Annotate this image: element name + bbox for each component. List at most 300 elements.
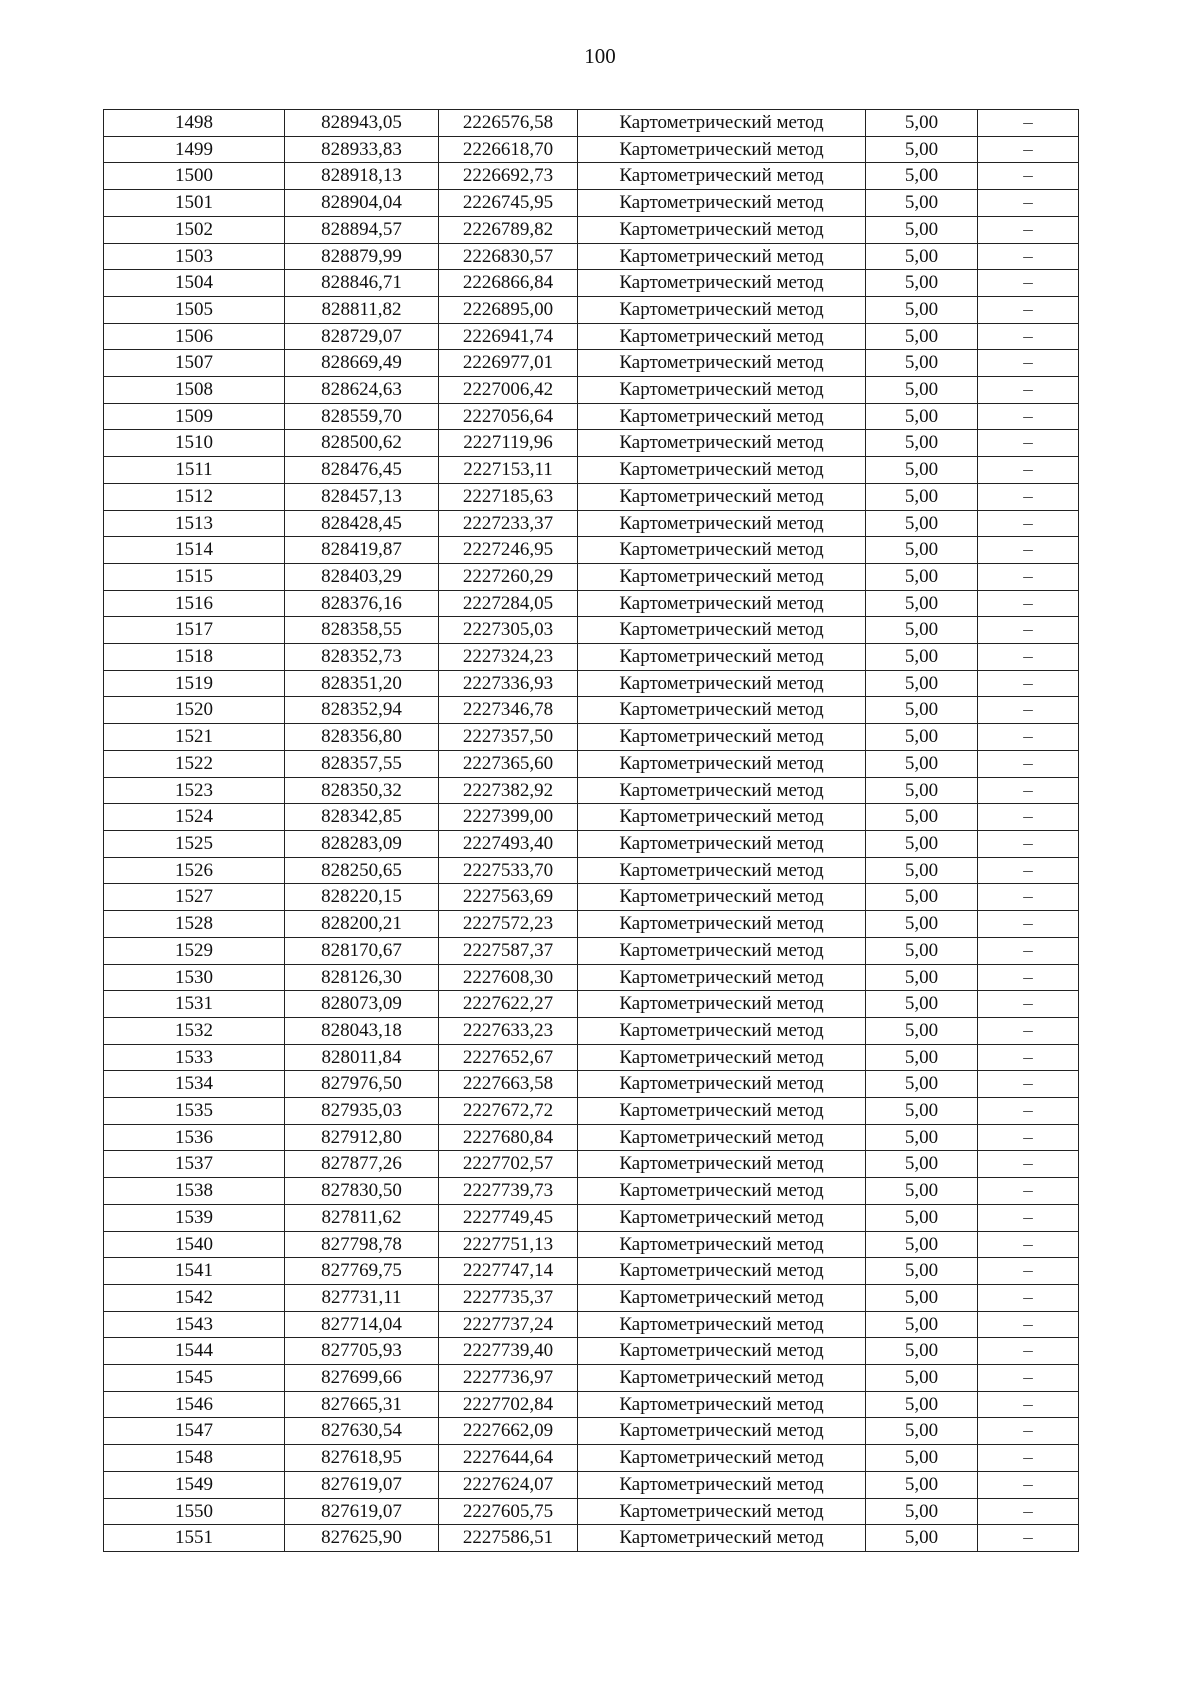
x-coordinate-cell: 828943,05	[285, 110, 439, 137]
table-row	[104, 911, 1079, 938]
x-coordinate-cell: 828428,45	[285, 510, 439, 537]
x-coordinate-cell: 828879,99	[285, 243, 439, 270]
method-cell: Картометрический метод	[578, 830, 866, 857]
point-number-cell: 1523	[104, 777, 285, 804]
y-coordinate-cell: 2227749,45	[439, 1204, 578, 1231]
accuracy-cell: 5,00	[866, 937, 978, 964]
note-cell: –	[978, 911, 1079, 938]
note-cell: –	[978, 270, 1079, 297]
coordinates-table	[103, 109, 1079, 1552]
y-coordinate-cell: 2227382,92	[439, 777, 578, 804]
accuracy-cell: 5,00	[866, 1338, 978, 1365]
note-cell: –	[978, 483, 1079, 510]
table-row	[104, 1525, 1079, 1552]
point-number-cell: 1533	[104, 1044, 285, 1071]
method-cell: Картометрический метод	[578, 270, 866, 297]
table-row	[104, 964, 1079, 991]
table-row	[104, 563, 1079, 590]
note-cell: –	[978, 1071, 1079, 1098]
y-coordinate-cell: 2227737,24	[439, 1311, 578, 1338]
note-cell: –	[978, 750, 1079, 777]
note-cell: –	[978, 1471, 1079, 1498]
y-coordinate-cell: 2227006,42	[439, 377, 578, 404]
note-cell: –	[978, 804, 1079, 831]
x-coordinate-cell: 827769,75	[285, 1258, 439, 1285]
accuracy-cell: 5,00	[866, 1098, 978, 1125]
point-number-cell: 1506	[104, 323, 285, 350]
x-coordinate-cell: 828357,55	[285, 750, 439, 777]
point-number-cell: 1548	[104, 1445, 285, 1472]
accuracy-cell: 5,00	[866, 323, 978, 350]
method-cell: Картометрический метод	[578, 1098, 866, 1125]
table-row	[104, 216, 1079, 243]
y-coordinate-cell: 2227644,64	[439, 1445, 578, 1472]
note-cell: –	[978, 457, 1079, 484]
note-cell: –	[978, 243, 1079, 270]
table-row	[104, 937, 1079, 964]
table-row	[104, 857, 1079, 884]
x-coordinate-cell: 827798,78	[285, 1231, 439, 1258]
y-coordinate-cell: 2227233,37	[439, 510, 578, 537]
note-cell: –	[978, 644, 1079, 671]
x-coordinate-cell: 827619,07	[285, 1498, 439, 1525]
accuracy-cell: 5,00	[866, 830, 978, 857]
point-number-cell: 1517	[104, 617, 285, 644]
point-number-cell: 1513	[104, 510, 285, 537]
point-number-cell: 1510	[104, 430, 285, 457]
x-coordinate-cell: 827935,03	[285, 1098, 439, 1125]
accuracy-cell: 5,00	[866, 377, 978, 404]
note-cell: –	[978, 403, 1079, 430]
accuracy-cell: 5,00	[866, 483, 978, 510]
method-cell: Картометрический метод	[578, 644, 866, 671]
x-coordinate-cell: 828350,32	[285, 777, 439, 804]
note-cell: –	[978, 1338, 1079, 1365]
y-coordinate-cell: 2227633,23	[439, 1017, 578, 1044]
y-coordinate-cell: 2227493,40	[439, 830, 578, 857]
method-cell: Картометрический метод	[578, 590, 866, 617]
point-number-cell: 1540	[104, 1231, 285, 1258]
method-cell: Картометрический метод	[578, 110, 866, 137]
table-row	[104, 110, 1079, 137]
point-number-cell: 1534	[104, 1071, 285, 1098]
point-number-cell: 1516	[104, 590, 285, 617]
x-coordinate-cell: 828126,30	[285, 964, 439, 991]
x-coordinate-cell: 828559,70	[285, 403, 439, 430]
accuracy-cell: 5,00	[866, 1178, 978, 1205]
method-cell: Картометрический метод	[578, 1151, 866, 1178]
table-row	[104, 697, 1079, 724]
x-coordinate-cell: 828351,20	[285, 670, 439, 697]
y-coordinate-cell: 2227346,78	[439, 697, 578, 724]
table-row	[104, 1258, 1079, 1285]
x-coordinate-cell: 828476,45	[285, 457, 439, 484]
method-cell: Картометрический метод	[578, 537, 866, 564]
point-number-cell: 1522	[104, 750, 285, 777]
accuracy-cell: 5,00	[866, 510, 978, 537]
point-number-cell: 1508	[104, 377, 285, 404]
point-number-cell: 1518	[104, 644, 285, 671]
note-cell: –	[978, 884, 1079, 911]
y-coordinate-cell: 2227365,60	[439, 750, 578, 777]
point-number-cell: 1498	[104, 110, 285, 137]
point-number-cell: 1543	[104, 1311, 285, 1338]
note-cell: –	[978, 991, 1079, 1018]
x-coordinate-cell: 827912,80	[285, 1124, 439, 1151]
accuracy-cell: 5,00	[866, 216, 978, 243]
point-number-cell: 1539	[104, 1204, 285, 1231]
method-cell: Картометрический метод	[578, 617, 866, 644]
note-cell: –	[978, 670, 1079, 697]
x-coordinate-cell: 827731,11	[285, 1284, 439, 1311]
x-coordinate-cell: 827714,04	[285, 1311, 439, 1338]
accuracy-cell: 5,00	[866, 991, 978, 1018]
method-cell: Картометрический метод	[578, 430, 866, 457]
y-coordinate-cell: 2227563,69	[439, 884, 578, 911]
method-cell: Картометрический метод	[578, 323, 866, 350]
accuracy-cell: 5,00	[866, 1391, 978, 1418]
accuracy-cell: 5,00	[866, 964, 978, 991]
note-cell: –	[978, 1311, 1079, 1338]
point-number-cell: 1532	[104, 1017, 285, 1044]
x-coordinate-cell: 827976,50	[285, 1071, 439, 1098]
table-row	[104, 430, 1079, 457]
point-number-cell: 1541	[104, 1258, 285, 1285]
accuracy-cell: 5,00	[866, 911, 978, 938]
y-coordinate-cell: 2227751,13	[439, 1231, 578, 1258]
method-cell: Картометрический метод	[578, 216, 866, 243]
note-cell: –	[978, 1124, 1079, 1151]
method-cell: Картометрический метод	[578, 697, 866, 724]
accuracy-cell: 5,00	[866, 1017, 978, 1044]
accuracy-cell: 5,00	[866, 804, 978, 831]
method-cell: Картометрический метод	[578, 724, 866, 751]
table-row	[104, 1471, 1079, 1498]
method-cell: Картометрический метод	[578, 1338, 866, 1365]
point-number-cell: 1527	[104, 884, 285, 911]
x-coordinate-cell: 828729,07	[285, 323, 439, 350]
method-cell: Картометрический метод	[578, 1071, 866, 1098]
note-cell: –	[978, 537, 1079, 564]
x-coordinate-cell: 827811,62	[285, 1204, 439, 1231]
note-cell: –	[978, 136, 1079, 163]
method-cell: Картометрический метод	[578, 937, 866, 964]
x-coordinate-cell: 828457,13	[285, 483, 439, 510]
point-number-cell: 1515	[104, 563, 285, 590]
x-coordinate-cell: 828624,63	[285, 377, 439, 404]
point-number-cell: 1519	[104, 670, 285, 697]
method-cell: Картометрический метод	[578, 1471, 866, 1498]
point-number-cell: 1549	[104, 1471, 285, 1498]
y-coordinate-cell: 2227608,30	[439, 964, 578, 991]
point-number-cell: 1542	[104, 1284, 285, 1311]
accuracy-cell: 5,00	[866, 590, 978, 617]
table-row	[104, 1231, 1079, 1258]
y-coordinate-cell: 2226866,84	[439, 270, 578, 297]
note-cell: –	[978, 190, 1079, 217]
accuracy-cell: 5,00	[866, 857, 978, 884]
x-coordinate-cell: 828073,09	[285, 991, 439, 1018]
table-row	[104, 510, 1079, 537]
y-coordinate-cell: 2227260,29	[439, 563, 578, 590]
accuracy-cell: 5,00	[866, 1231, 978, 1258]
table-row	[104, 1204, 1079, 1231]
method-cell: Картометрический метод	[578, 911, 866, 938]
table-row	[104, 804, 1079, 831]
note-cell: –	[978, 1151, 1079, 1178]
accuracy-cell: 5,00	[866, 670, 978, 697]
method-cell: Картометрический метод	[578, 1231, 866, 1258]
y-coordinate-cell: 2227185,63	[439, 483, 578, 510]
note-cell: –	[978, 1284, 1079, 1311]
x-coordinate-cell: 828669,49	[285, 350, 439, 377]
method-cell: Картометрический метод	[578, 1418, 866, 1445]
note-cell: –	[978, 1231, 1079, 1258]
y-coordinate-cell: 2227624,07	[439, 1471, 578, 1498]
table-row	[104, 991, 1079, 1018]
x-coordinate-cell: 827618,95	[285, 1445, 439, 1472]
table-row	[104, 1098, 1079, 1125]
table-row	[104, 377, 1079, 404]
point-number-cell: 1511	[104, 457, 285, 484]
method-cell: Картометрический метод	[578, 804, 866, 831]
note-cell: –	[978, 964, 1079, 991]
accuracy-cell: 5,00	[866, 1418, 978, 1445]
y-coordinate-cell: 2226895,00	[439, 296, 578, 323]
point-number-cell: 1528	[104, 911, 285, 938]
accuracy-cell: 5,00	[866, 163, 978, 190]
method-cell: Картометрический метод	[578, 1498, 866, 1525]
y-coordinate-cell: 2227357,50	[439, 724, 578, 751]
y-coordinate-cell: 2227336,93	[439, 670, 578, 697]
y-coordinate-cell: 2227399,00	[439, 804, 578, 831]
y-coordinate-cell: 2226789,82	[439, 216, 578, 243]
x-coordinate-cell: 828220,15	[285, 884, 439, 911]
method-cell: Картометрический метод	[578, 1525, 866, 1552]
method-cell: Картометрический метод	[578, 296, 866, 323]
y-coordinate-cell: 2226941,74	[439, 323, 578, 350]
y-coordinate-cell: 2226692,73	[439, 163, 578, 190]
x-coordinate-cell: 828358,55	[285, 617, 439, 644]
method-cell: Картометрический метод	[578, 857, 866, 884]
x-coordinate-cell: 828933,83	[285, 136, 439, 163]
x-coordinate-cell: 827877,26	[285, 1151, 439, 1178]
point-number-cell: 1525	[104, 830, 285, 857]
method-cell: Картометрический метод	[578, 403, 866, 430]
table-row	[104, 350, 1079, 377]
accuracy-cell: 5,00	[866, 243, 978, 270]
method-cell: Картометрический метод	[578, 884, 866, 911]
x-coordinate-cell: 828352,94	[285, 697, 439, 724]
note-cell: –	[978, 216, 1079, 243]
x-coordinate-cell: 828403,29	[285, 563, 439, 590]
x-coordinate-cell: 828419,87	[285, 537, 439, 564]
accuracy-cell: 5,00	[866, 136, 978, 163]
accuracy-cell: 5,00	[866, 1365, 978, 1392]
y-coordinate-cell: 2227324,23	[439, 644, 578, 671]
accuracy-cell: 5,00	[866, 617, 978, 644]
note-cell: –	[978, 617, 1079, 644]
table-row	[104, 1044, 1079, 1071]
x-coordinate-cell: 828904,04	[285, 190, 439, 217]
table-row	[104, 163, 1079, 190]
table-row	[104, 1338, 1079, 1365]
note-cell: –	[978, 377, 1079, 404]
table-row	[104, 644, 1079, 671]
y-coordinate-cell: 2227533,70	[439, 857, 578, 884]
method-cell: Картометрический метод	[578, 350, 866, 377]
point-number-cell: 1537	[104, 1151, 285, 1178]
point-number-cell: 1551	[104, 1525, 285, 1552]
accuracy-cell: 5,00	[866, 1071, 978, 1098]
method-cell: Картометрический метод	[578, 1044, 866, 1071]
note-cell: –	[978, 1365, 1079, 1392]
point-number-cell: 1512	[104, 483, 285, 510]
point-number-cell: 1505	[104, 296, 285, 323]
accuracy-cell: 5,00	[866, 1151, 978, 1178]
y-coordinate-cell: 2227586,51	[439, 1525, 578, 1552]
note-cell: –	[978, 296, 1079, 323]
table-row	[104, 296, 1079, 323]
accuracy-cell: 5,00	[866, 1284, 978, 1311]
table-row	[104, 777, 1079, 804]
note-cell: –	[978, 1044, 1079, 1071]
method-cell: Картометрический метод	[578, 510, 866, 537]
y-coordinate-cell: 2227056,64	[439, 403, 578, 430]
y-coordinate-cell: 2227702,57	[439, 1151, 578, 1178]
point-number-cell: 1538	[104, 1178, 285, 1205]
y-coordinate-cell: 2227739,73	[439, 1178, 578, 1205]
table-row	[104, 724, 1079, 751]
point-number-cell: 1550	[104, 1498, 285, 1525]
table-row	[104, 617, 1079, 644]
note-cell: –	[978, 563, 1079, 590]
note-cell: –	[978, 1391, 1079, 1418]
accuracy-cell: 5,00	[866, 190, 978, 217]
point-number-cell: 1504	[104, 270, 285, 297]
accuracy-cell: 5,00	[866, 1124, 978, 1151]
method-cell: Картометрический метод	[578, 1124, 866, 1151]
method-cell: Картометрический метод	[578, 991, 866, 1018]
accuracy-cell: 5,00	[866, 457, 978, 484]
x-coordinate-cell: 827625,90	[285, 1525, 439, 1552]
table-row	[104, 1284, 1079, 1311]
accuracy-cell: 5,00	[866, 1471, 978, 1498]
table-row	[104, 243, 1079, 270]
y-coordinate-cell: 2226745,95	[439, 190, 578, 217]
method-cell: Картометрический метод	[578, 1391, 866, 1418]
x-coordinate-cell: 828846,71	[285, 270, 439, 297]
point-number-cell: 1547	[104, 1418, 285, 1445]
table-row	[104, 1124, 1079, 1151]
y-coordinate-cell: 2227284,05	[439, 590, 578, 617]
table-row	[104, 1017, 1079, 1044]
note-cell: –	[978, 590, 1079, 617]
note-cell: –	[978, 510, 1079, 537]
table-row	[104, 1418, 1079, 1445]
x-coordinate-cell: 828043,18	[285, 1017, 439, 1044]
table-row	[104, 1071, 1079, 1098]
x-coordinate-cell: 828918,13	[285, 163, 439, 190]
x-coordinate-cell: 828376,16	[285, 590, 439, 617]
note-cell: –	[978, 323, 1079, 350]
y-coordinate-cell: 2227747,14	[439, 1258, 578, 1285]
x-coordinate-cell: 828250,65	[285, 857, 439, 884]
note-cell: –	[978, 430, 1079, 457]
x-coordinate-cell: 828283,09	[285, 830, 439, 857]
method-cell: Картометрический метод	[578, 750, 866, 777]
method-cell: Картометрический метод	[578, 1284, 866, 1311]
point-number-cell: 1507	[104, 350, 285, 377]
point-number-cell: 1502	[104, 216, 285, 243]
point-number-cell: 1535	[104, 1098, 285, 1125]
accuracy-cell: 5,00	[866, 403, 978, 430]
point-number-cell: 1529	[104, 937, 285, 964]
note-cell: –	[978, 697, 1079, 724]
accuracy-cell: 5,00	[866, 750, 978, 777]
table-row	[104, 537, 1079, 564]
y-coordinate-cell: 2226977,01	[439, 350, 578, 377]
table-body	[104, 110, 1079, 1552]
point-number-cell: 1530	[104, 964, 285, 991]
y-coordinate-cell: 2227662,09	[439, 1418, 578, 1445]
note-cell: –	[978, 1418, 1079, 1445]
note-cell: –	[978, 724, 1079, 751]
method-cell: Картометрический метод	[578, 1311, 866, 1338]
note-cell: –	[978, 110, 1079, 137]
note-cell: –	[978, 1178, 1079, 1205]
y-coordinate-cell: 2227153,11	[439, 457, 578, 484]
point-number-cell: 1514	[104, 537, 285, 564]
table-row	[104, 670, 1079, 697]
accuracy-cell: 5,00	[866, 644, 978, 671]
point-number-cell: 1501	[104, 190, 285, 217]
note-cell: –	[978, 1445, 1079, 1472]
point-number-cell: 1521	[104, 724, 285, 751]
accuracy-cell: 5,00	[866, 724, 978, 751]
y-coordinate-cell: 2227663,58	[439, 1071, 578, 1098]
x-coordinate-cell: 827665,31	[285, 1391, 439, 1418]
method-cell: Картометрический метод	[578, 670, 866, 697]
x-coordinate-cell: 828011,84	[285, 1044, 439, 1071]
table-row	[104, 457, 1079, 484]
accuracy-cell: 5,00	[866, 296, 978, 323]
point-number-cell: 1545	[104, 1365, 285, 1392]
accuracy-cell: 5,00	[866, 1204, 978, 1231]
x-coordinate-cell: 828170,67	[285, 937, 439, 964]
table-row	[104, 1445, 1079, 1472]
x-coordinate-cell: 828811,82	[285, 296, 439, 323]
accuracy-cell: 5,00	[866, 537, 978, 564]
y-coordinate-cell: 2227680,84	[439, 1124, 578, 1151]
point-number-cell: 1544	[104, 1338, 285, 1365]
table-row	[104, 1498, 1079, 1525]
point-number-cell: 1500	[104, 163, 285, 190]
x-coordinate-cell: 827830,50	[285, 1178, 439, 1205]
accuracy-cell: 5,00	[866, 350, 978, 377]
method-cell: Картометрический метод	[578, 964, 866, 991]
y-coordinate-cell: 2227736,97	[439, 1365, 578, 1392]
note-cell: –	[978, 1525, 1079, 1552]
accuracy-cell: 5,00	[866, 1525, 978, 1552]
method-cell: Картометрический метод	[578, 1365, 866, 1392]
method-cell: Картометрический метод	[578, 1258, 866, 1285]
method-cell: Картометрический метод	[578, 377, 866, 404]
x-coordinate-cell: 827630,54	[285, 1418, 439, 1445]
point-number-cell: 1524	[104, 804, 285, 831]
table-row	[104, 750, 1079, 777]
accuracy-cell: 5,00	[866, 563, 978, 590]
